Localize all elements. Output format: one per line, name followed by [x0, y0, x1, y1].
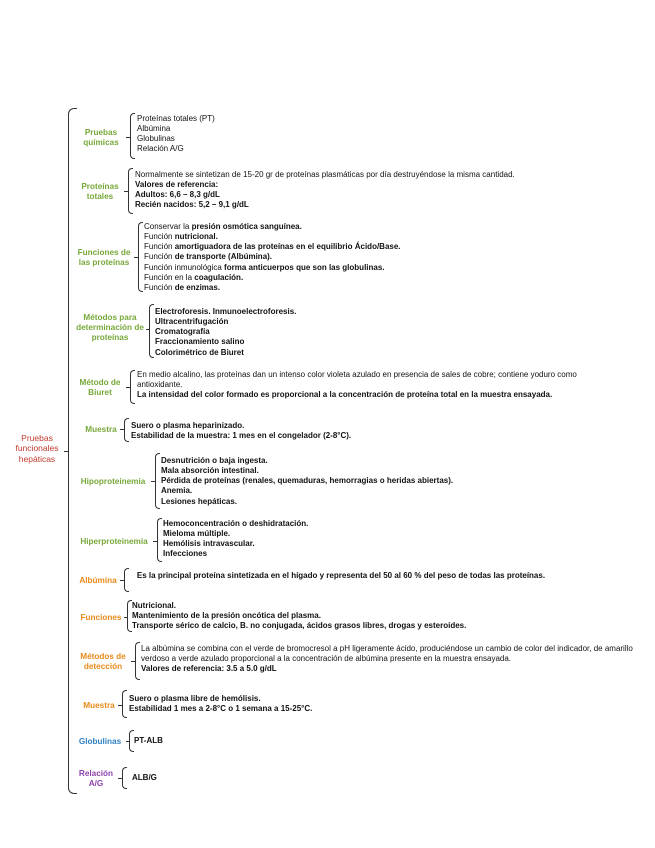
text-line: PT-ALB	[134, 736, 163, 745]
label-metodos-deteccion: Métodos de detección	[80, 652, 126, 671]
label-muestra-1: Muestra	[85, 425, 117, 434]
list-pruebas-quimicas	[137, 114, 215, 155]
text-line: Suero o plasma heparinizado.	[131, 421, 245, 430]
label-funciones-proteinas: Funciones de las proteínas	[77, 248, 131, 267]
list-item: Mieloma múltiple.	[163, 529, 231, 539]
content-relacion-ag	[132, 773, 157, 783]
brace	[155, 453, 160, 509]
text-paragraph: En medio alcalino, las proteínas dan un intenso color violeta azulado en presencia de sales de cobre; contiene yoduro como antioxidante.	[137, 370, 577, 390]
brace	[157, 518, 162, 562]
content-funciones-proteinas	[144, 222, 401, 293]
list-item: Albúmina	[137, 124, 171, 134]
list-hipoproteinemia	[161, 456, 453, 507]
brace	[130, 113, 135, 159]
text-line: Conservar la presión osmótica sanguínea.	[144, 222, 302, 231]
text-paragraph: La intensidad del color formado es proporcional a la concentración de proteína total en la muestra ensayada.	[137, 390, 553, 400]
text-line: Valores de referencia:	[135, 180, 219, 190]
text-line: Adultos: 6,6 – 8,3 g/dL	[135, 190, 220, 200]
brace	[122, 690, 127, 718]
content-muestra-1	[131, 421, 351, 441]
list-funciones-albumina	[132, 601, 466, 631]
label-metodo-biuret: Método de Biuret	[79, 378, 121, 397]
list-item: Globulinas	[137, 134, 175, 144]
list-item: Electroforesis. Inmunoelectroforesis.	[155, 307, 297, 316]
label-globulinas: Globulinas	[78, 737, 122, 746]
brace	[128, 168, 133, 214]
list-item: Nutricional.	[132, 601, 177, 610]
text-line: Estabilidad de la muestra: 1 mes en el congelador (2-8°C).	[131, 431, 352, 441]
label-metodos-determinacion: Métodos para determinación de proteínas	[76, 313, 144, 342]
text-line: Suero o plasma libre de hemólisis.	[129, 694, 261, 703]
list-item: Desnutrición o baja ingesta.	[161, 456, 268, 465]
list-item: Transporte sérico de calcio, B. no conjugada, ácidos grasos libres, drogas y esteroides.	[132, 621, 467, 631]
list-item: Proteínas totales (PT)	[137, 114, 215, 123]
text-line: ALB/G	[132, 773, 157, 782]
text-paragraph: Es la principal proteína sintetizada en el hígado y representa del 50 al 60 % del peso de todas las proteínas.	[136, 571, 546, 580]
list-item: Mala absorción intestinal.	[161, 466, 259, 476]
brace	[122, 767, 127, 789]
text-paragraph: La albúmina se combina con el verde de bromocresol a pH ligeramente ácido, produciéndose un cambio de color del indicador, de amarillo verdoso a verde azulado proporcional a la concentración de albúmina presente en la muestra ensayada.	[141, 644, 633, 664]
content-metodo-biuret	[137, 370, 617, 400]
list-item: Colorimétrico de Biuret	[155, 347, 244, 357]
list-item: Hemoconcentración o deshidratación.	[163, 519, 309, 528]
label-relacion-ag: Relación A/G	[78, 769, 114, 788]
text-line: Función en la coagulación.	[144, 272, 244, 282]
text-line: Función inmunológica forma anticuerpos que son las globulinas.	[144, 262, 385, 272]
list-item: Hemólisis intravascular.	[163, 539, 255, 549]
content-proteinas-totales	[135, 170, 515, 211]
text-line: Valores de referencia: 3.5 a 5.0 g/dL	[141, 664, 277, 674]
label-hipoproteinemia: Hipoproteinemia	[80, 477, 146, 486]
list-item: Pérdida de proteínas (renales, quemaduras, hemorragias o heridas abiertas).	[161, 476, 454, 486]
list-item: Lesiones hepáticas.	[161, 496, 238, 506]
text-line: Estabilidad 1 mes a 2-8°C o 1 semana a 15-25°C.	[129, 704, 313, 714]
list-item: Mantenimiento de la presión oncótica del plasma.	[132, 611, 321, 621]
text-line: Función de transporte (Albúmina).	[144, 252, 273, 262]
brace	[149, 304, 154, 358]
text-line: Normalmente se sintetizan de 15-20 gr de proteínas plasmáticas por día destruyéndose la misma cantidad.	[135, 170, 515, 179]
main-brace	[68, 108, 77, 794]
label-hiperproteinemia: Hiperproteinemia	[80, 537, 148, 546]
list-item: Relación A/G	[137, 144, 184, 154]
text-line: Recién nacidos: 5,2 – 9,1 g/dL	[135, 200, 249, 210]
label-albumina: Albúmina	[79, 576, 117, 585]
list-item: Ultracentrifugación	[155, 317, 229, 327]
content-albumina	[131, 571, 551, 581]
list-item: Fraccionamiento salino	[155, 337, 245, 347]
main-brace-tick	[64, 451, 69, 452]
list-item: Cromatografía	[155, 327, 210, 337]
label-proteinas-totales: Proteínas totales	[81, 182, 119, 201]
text-line: Función nutricional.	[144, 232, 218, 242]
root-label: Pruebas funcionales hepáticas	[15, 433, 59, 464]
brace	[138, 222, 143, 292]
list-hiperproteinemia	[163, 519, 308, 560]
label-funciones-albumina: Funciones	[80, 613, 122, 622]
brace	[135, 642, 140, 680]
text-line: Función de enzimas.	[144, 282, 221, 292]
content-globulinas	[134, 736, 163, 746]
text-line: Función amortiguadora de las proteínas en el equilibrio Ácido/Base.	[144, 242, 401, 252]
brace	[124, 418, 129, 442]
brace	[130, 370, 135, 404]
content-muestra-2	[129, 694, 312, 714]
list-metodos	[155, 307, 296, 358]
label-muestra-2: Muestra	[83, 701, 115, 710]
label-pruebas-quimicas: Pruebas químicas	[83, 128, 119, 147]
content-metodos-deteccion	[141, 644, 636, 674]
list-item: Infecciones	[163, 549, 208, 559]
list-item: Anemia.	[161, 486, 193, 496]
brace	[124, 568, 129, 592]
